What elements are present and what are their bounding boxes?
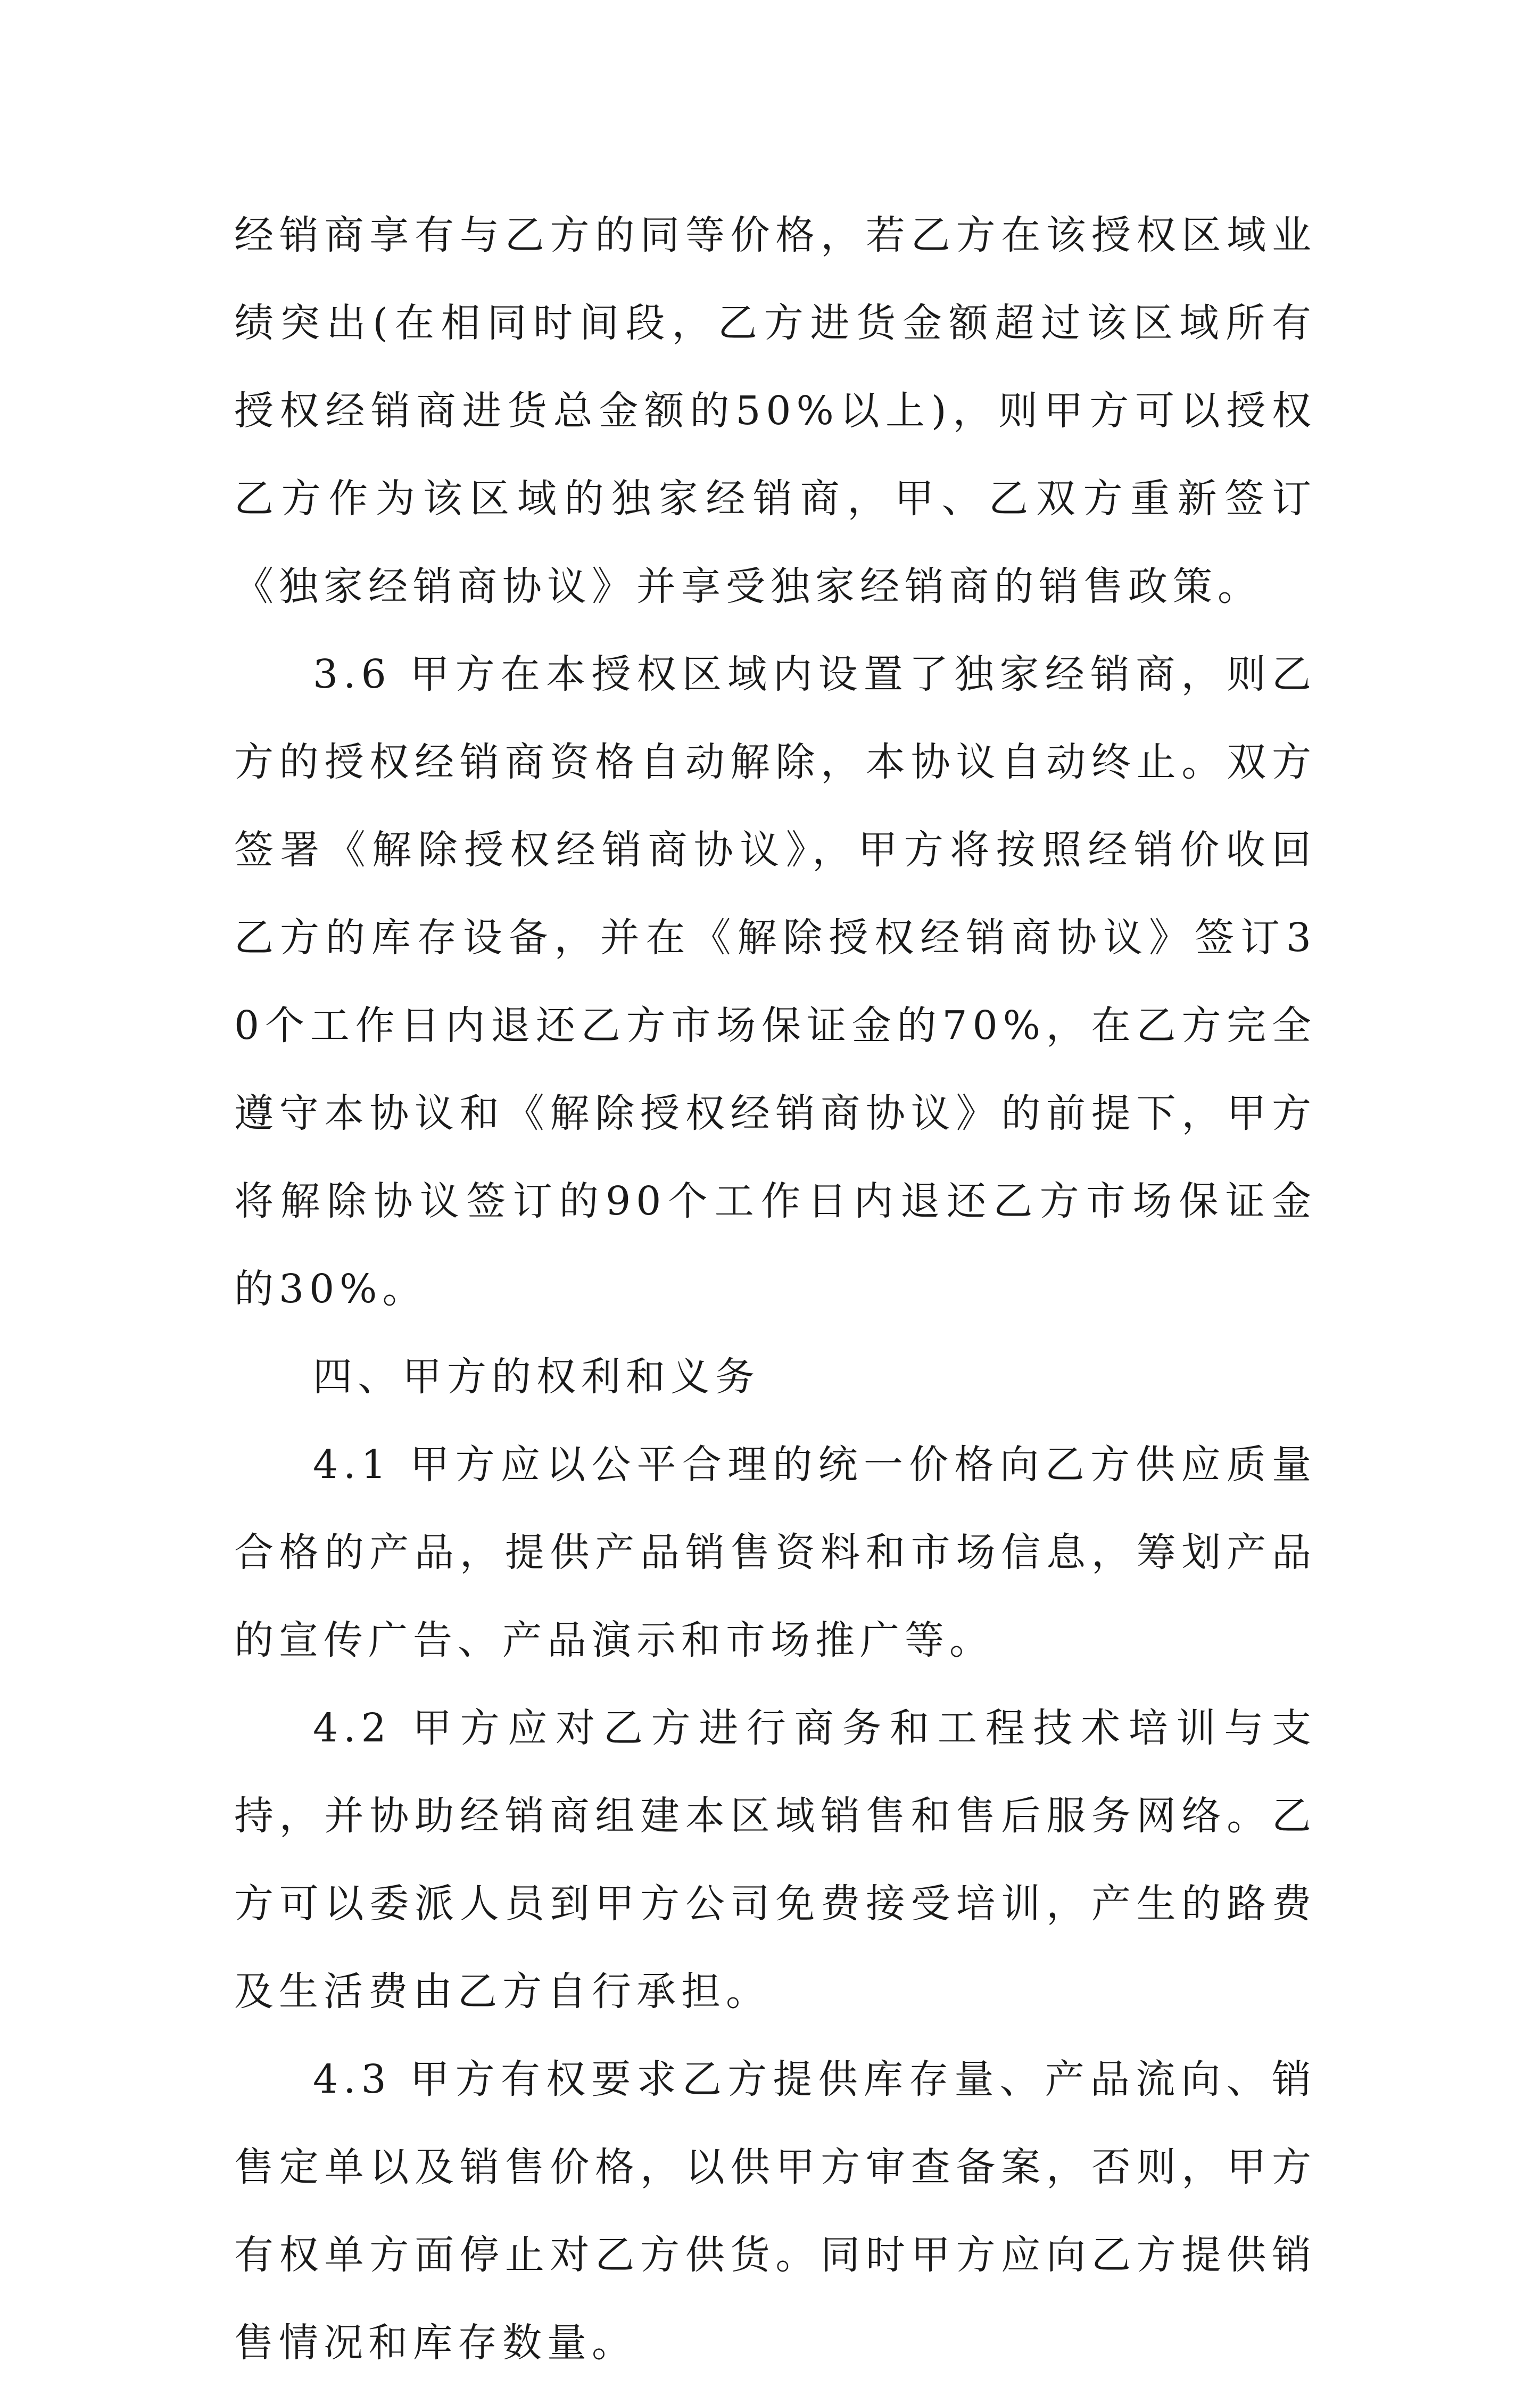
paragraph-clause-3-6: 3.6 甲方在本授权区域内设置了独家经销商，则乙方的授权经销商资格自动解除，本协议自动终止。双方签署《解除授权经销商协议》，甲方将按照经销价收回乙方的库存设备，并在《解除授权经销商协议》签订30个工作日内退还乙方市场保证金的70%，在乙方完全遵守本协议和《解除授权经销商协议》的前提下，甲方将解除协议签订的90个工作日内退还乙方市场保证金的30%。 bbox=[234, 651, 1317, 1312]
paragraph-continuation: 经销商享有与乙方的同等价格，若乙方在该授权区域业绩突出(在相同时间段，乙方进货金额超过该区域所有授权经销商进货总金额的50%以上)，则甲方可以授权乙方作为该区域的独家经销商，甲、乙双方重新签订《独家经销商协议》并享受独家经销商的销售政策。 bbox=[234, 212, 1317, 609]
paragraph-clause-4-3: 4.3 甲方有权要求乙方提供库存量、产品流向、销售定单以及销售价格，以供甲方审查备案，否则，甲方有权单方面停止对乙方供货。同时甲方应向乙方提供销售情况和库存数量。 bbox=[234, 2056, 1317, 2366]
document-body bbox=[234, 192, 1317, 2387]
paragraph-clause-4-2: 4.2 甲方应对乙方进行商务和工程技术培训与支持，并协助经销商组建本区域销售和售后服务网络。乙方可以委派人员到甲方公司免费接受培训，产生的路费及生活费由乙方自行承担。 bbox=[234, 1705, 1317, 2014]
paragraph-clause-4-1: 4.1 甲方应以公平合理的统一价格向乙方供应质量合格的产品，提供产品销售资料和市场信息，筹划产品的宣传广告、产品演示和市场推广等。 bbox=[234, 1442, 1317, 1663]
section-heading-4: 四、甲方的权利和义务 bbox=[313, 1354, 760, 1400]
